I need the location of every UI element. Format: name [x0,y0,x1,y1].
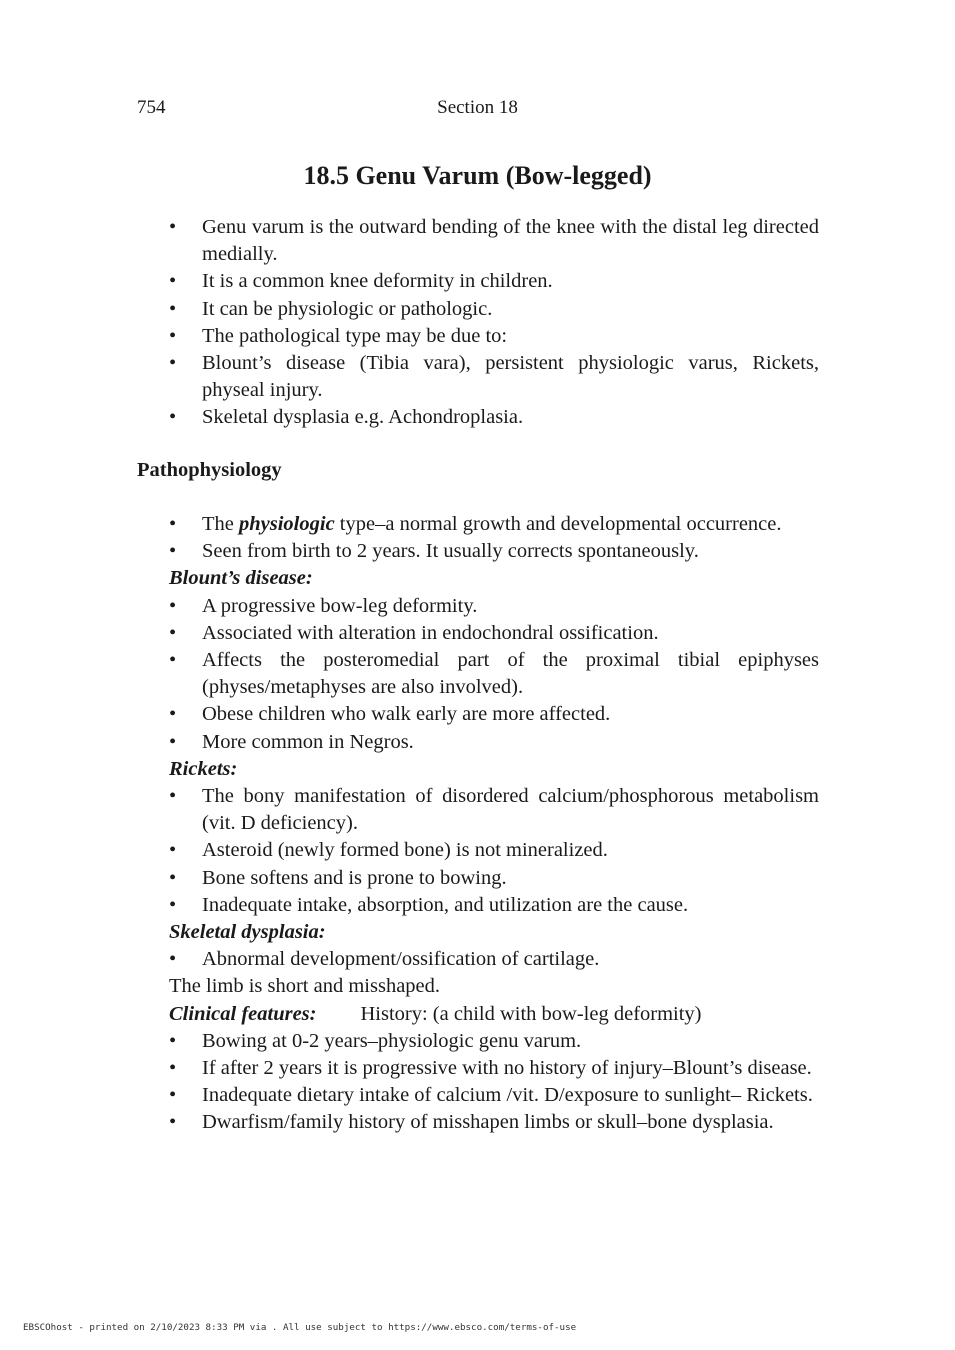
list-item: • Bowing at 0-2 years–physiologic genu varum. [169,1028,819,1055]
list-item: • A progressive bow-leg deformity. [169,593,819,620]
list-item: • Genu varum is the outward bending of the knee with the distal leg directed medially. [169,214,819,268]
blount-bullet-list [169,593,819,756]
intro-bullet-list [169,214,819,432]
skeletal-dysplasia-note: The limb is short and misshaped. [169,975,441,998]
pathophysiology-body [169,511,819,1137]
footer-notice: EBSCOhost - printed on 2/10/2023 8:33 PM via . All use subject to https://www.ebsco.com/terms-of-use [23,1322,577,1333]
physiologic-bullet-list [169,511,819,565]
physiologic-pre: The [202,513,234,535]
subheading-clinical-features: Clinical features: [169,1002,317,1025]
list-item: • Abnormal development/ossification of cartilage. [169,946,819,973]
skeletal-dysplasia-bullet-list [169,946,819,973]
list-item: • Seen from birth to 2 years. It usually corrects spontaneously. [169,538,819,565]
list-item: • More common in Negros. [169,729,819,756]
intro-section [169,214,819,432]
list-item: • Asteroid (newly formed bone) is not mineralized. [169,837,819,864]
clinical-features-line [169,1001,819,1028]
list-item: • The bony manifestation of disordered calcium/phosphorous metabolism (vit. D deficiency). [169,783,819,837]
subheading-blount: Blount’s disease: [169,567,313,590]
page-number: 754 [137,97,166,118]
list-item: • Associated with alteration in endochondral ossification. [169,620,819,647]
list-item: • Blount’s disease (Tibia vara), persistent physiologic varus, Rickets, physeal injury. [169,350,819,404]
chapter-title: 18.5 Genu Varum (Bow-legged) [303,161,652,190]
list-item [169,511,819,538]
list-item: • Bone softens and is prone to bowing. [169,865,819,892]
list-item: • If after 2 years it is progressive with no history of injury–Blount’s disease. [169,1055,819,1082]
running-head: Section 18 [437,97,518,118]
section-heading-pathophysiology: Pathophysiology [137,459,282,481]
list-item: • The pathological type may be due to: [169,323,819,350]
list-item: • Inadequate dietary intake of calcium /vit. D/exposure to sunlight– Rickets. [169,1082,819,1109]
list-item: • Inadequate intake, absorption, and utilization are the cause. [169,892,819,919]
list-item: • It is a common knee deformity in children. [169,268,819,295]
subheading-skeletal-dysplasia: Skeletal dysplasia: [169,921,326,944]
list-item: • Dwarfism/family history of misshapen limbs or skull–bone dysplasia. [169,1109,819,1136]
physiologic-emphasis: physiologic [239,513,335,535]
clinical-bullet-list [169,1028,819,1137]
list-item: • It can be physiologic or pathologic. [169,296,819,323]
clinical-history: History: (a child with bow-leg deformity) [360,1002,702,1025]
subheading-rickets: Rickets: [169,757,238,780]
physiologic-post: type–a normal growth and developmental occurrence. [339,513,782,535]
list-item: • Obese children who walk early are more affected. [169,701,819,728]
list-item: • Skeletal dysplasia e.g. Achondroplasia. [169,404,819,431]
list-item: • Affects the posteromedial part of the proximal tibial epiphyses (physes/metaphyses are also involved). [169,647,819,701]
rickets-bullet-list [169,783,819,919]
